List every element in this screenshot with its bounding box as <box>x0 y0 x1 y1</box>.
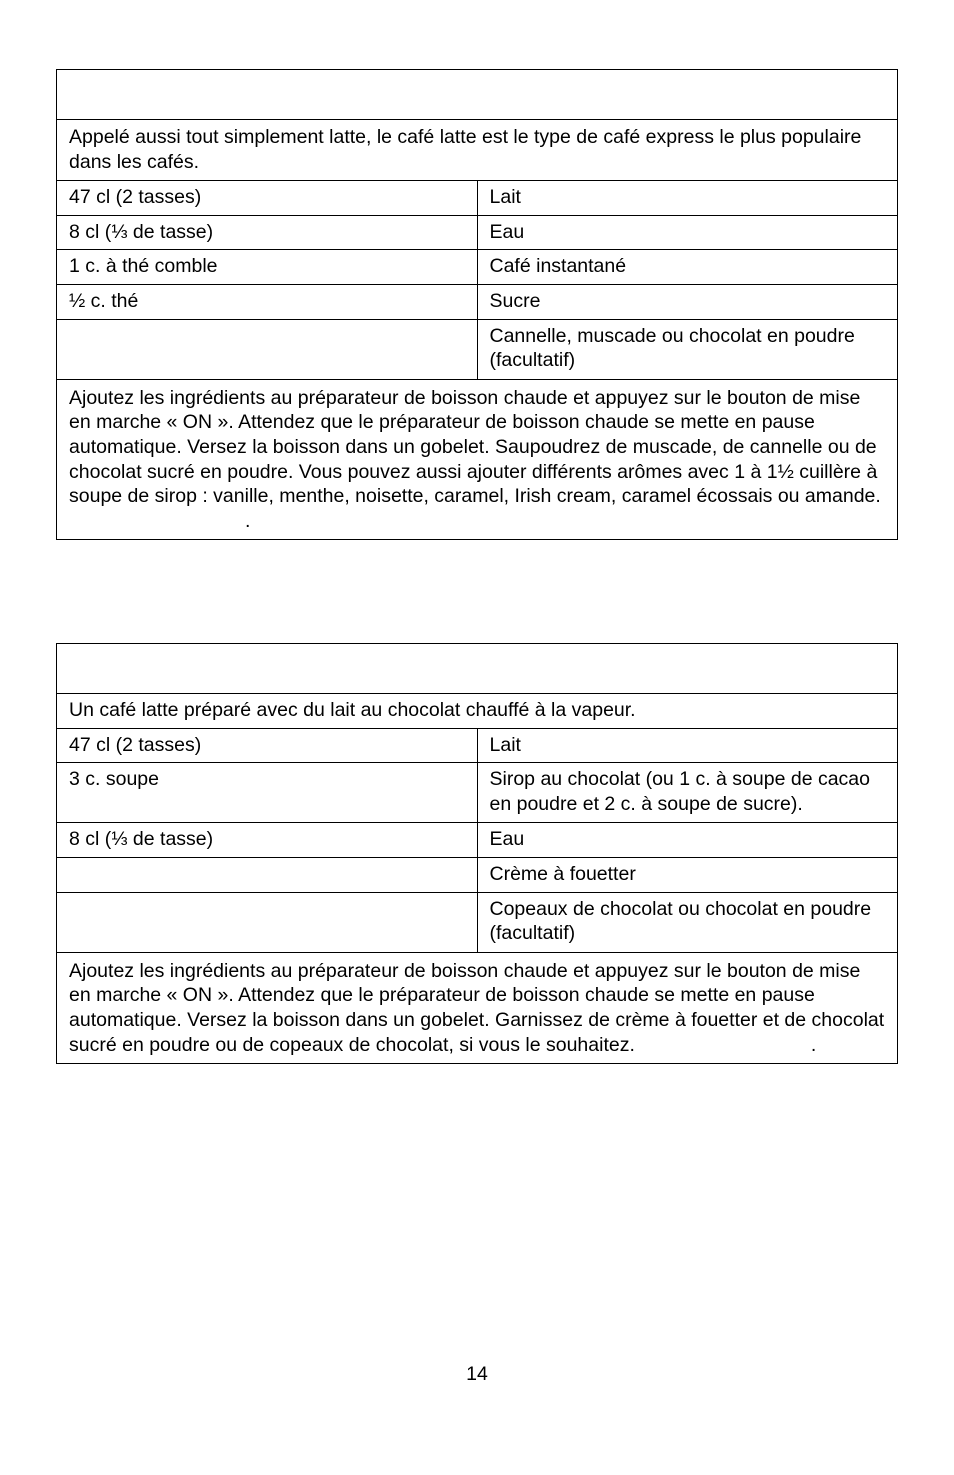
recipe-title-row <box>57 644 898 694</box>
instructions-text: Ajoutez les ingrédients au préparateur de boisson chaude et appuyez sur le bouton de mise en marche « ON ». Attendez que le préparateur de boisson chaude se mette en pause automatique. Versez la boisson dans un gobelet. Garnissez de crème à fouetter et de chocolat sucré en poudre ou de copeaux de chocolat, si vous le souhaitez. <box>69 959 885 1056</box>
recipe-table-cafe-mocha <box>56 643 898 1064</box>
ingredient-quantity: 8 cl (⅓ de tasse) <box>57 215 478 250</box>
recipe-title <box>57 70 898 120</box>
instructions-end: . <box>810 1033 817 1056</box>
instructions-end: . <box>245 509 251 532</box>
ingredient-quantity: 47 cl (2 tasses) <box>57 181 478 216</box>
ingredient-name: Eau <box>477 215 898 250</box>
ingredient-row <box>57 181 898 216</box>
ingredient-row <box>57 892 898 952</box>
instructions-text: Ajoutez les ingrédients au préparateur de boisson chaude et appuyez sur le bouton de mise en marche « ON ». Attendez que le préparateur de boisson chaude se mette en pause automatique. Versez la boisson dans un gobelet. Saupoudrez de muscade, de cannelle ou de chocolat sucré en poudre. Vous pouvez aussi ajouter différents arômes avec 1 à 1½ cuillère à soupe de sirop : vanille, menthe, noisette, caramel, Irish cream, caramel écossais ou amande. <box>69 386 881 508</box>
ingredient-name: Café instantané <box>477 250 898 285</box>
recipe-instructions <box>57 379 898 540</box>
ingredient-row <box>57 823 898 858</box>
recipe-title-row <box>57 70 898 120</box>
ingredient-quantity: 1 c. à thé comble <box>57 250 478 285</box>
ingredient-row <box>57 728 898 763</box>
recipe-title <box>57 644 898 694</box>
recipe-table-cafe-latte <box>56 69 898 540</box>
ingredient-row <box>57 857 898 892</box>
recipe-intro-row <box>57 120 898 181</box>
page-number: 14 <box>466 1363 488 1385</box>
ingredient-row <box>57 215 898 250</box>
ingredient-quantity <box>57 319 478 379</box>
ingredient-name: Lait <box>477 181 898 216</box>
ingredient-quantity: 47 cl (2 tasses) <box>57 728 478 763</box>
ingredient-name: Eau <box>477 823 898 858</box>
recipe-instructions-row <box>57 379 898 540</box>
ingredient-quantity <box>57 892 478 952</box>
ingredient-quantity: 3 c. soupe <box>57 763 478 823</box>
ingredient-name: Copeaux de chocolat ou chocolat en poudre (facultatif) <box>477 892 898 952</box>
ingredient-row <box>57 250 898 285</box>
recipe-intro-row <box>57 694 898 729</box>
recipe-instructions <box>57 952 898 1063</box>
ingredient-row <box>57 763 898 823</box>
recipe-intro: Un café latte préparé avec du lait au chocolat chauffé à la vapeur. <box>57 694 898 729</box>
ingredient-name: Lait <box>477 728 898 763</box>
ingredient-quantity: 8 cl (⅓ de tasse) <box>57 823 478 858</box>
ingredient-name: Sucre <box>477 284 898 319</box>
ingredient-name: Sirop au chocolat (ou 1 c. à soupe de cacao en poudre et 2 c. à soupe de sucre). <box>477 763 898 823</box>
ingredient-row <box>57 319 898 379</box>
ingredient-name: Cannelle, muscade ou chocolat en poudre (facultatif) <box>477 319 898 379</box>
ingredient-quantity <box>57 857 478 892</box>
ingredient-name: Crème à fouetter <box>477 857 898 892</box>
recipe-intro: Appelé aussi tout simplement latte, le café latte est le type de café express le plus populaire dans les cafés. <box>57 120 898 181</box>
recipe-instructions-row <box>57 952 898 1063</box>
ingredient-quantity: ½ c. thé <box>57 284 478 319</box>
ingredient-row <box>57 284 898 319</box>
